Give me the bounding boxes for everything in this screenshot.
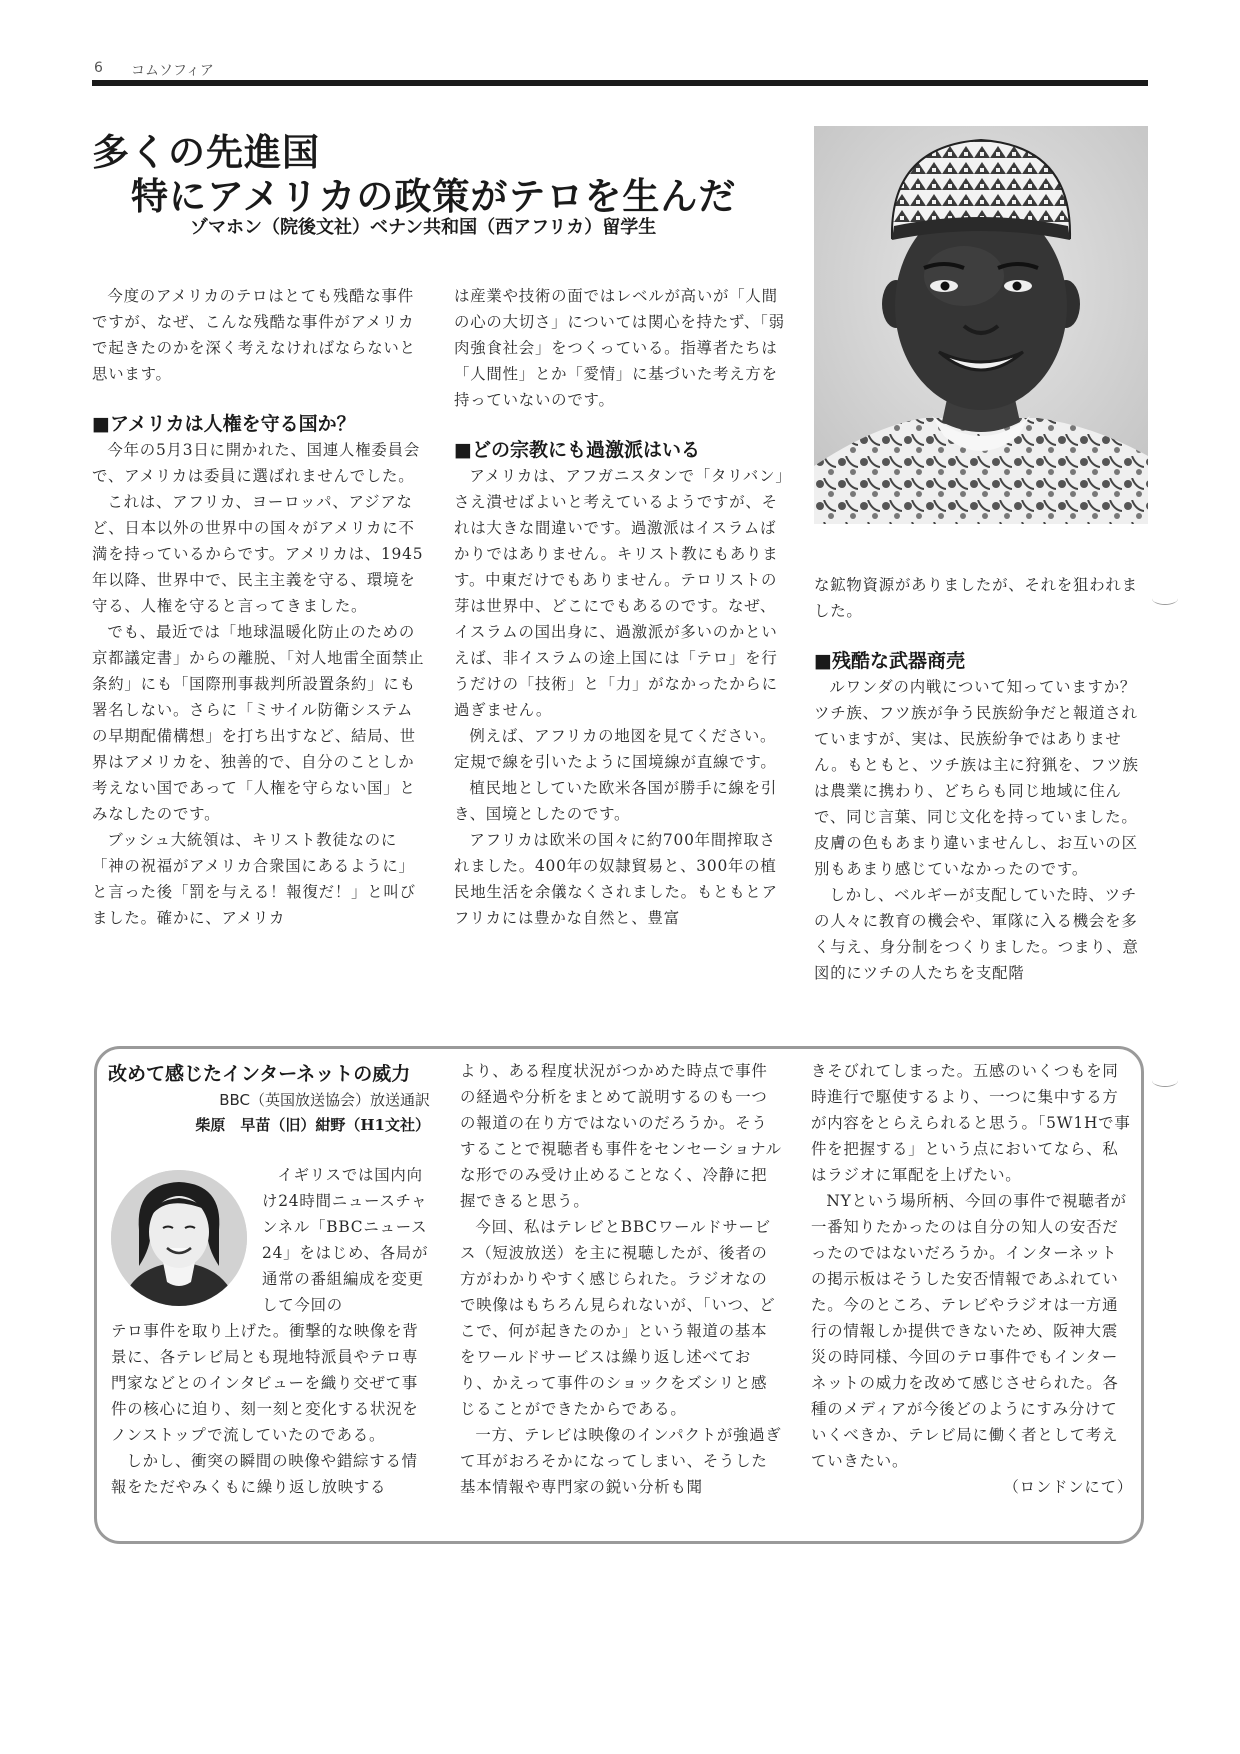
article-byline: ゾマホン（院後文社）ベナン共和国（西アフリカ）留学生 [190, 217, 657, 238]
page-number: 6 [94, 60, 103, 76]
article-paragraph: アメリカは、アフガニスタンで「タリバン」さえ潰せばよいと考えているようですが、それは大きな間違いです。過激派はイスラムばかりではありません。キリスト教にもあります。中東だけでもありません。テロリストの芽は世界中、どこにでもあるのです。なぜ、イスラムの国出身に、過激派が多いのかといえば、非イスラムの途上国には「テロ」を行うだけの「技術」と「力」がなかったからに過ぎません。 [454, 467, 784, 719]
article-column-2 [454, 283, 788, 931]
article-paragraph: 植民地としていた欧米各国が勝手に線を引き、国境としたのです。 [454, 779, 778, 823]
article-title-line1: 多くの先進国 [92, 131, 320, 174]
sidebar-paragraph: 一方、テレビは映像のインパクトが強過ぎて耳がおろそかになってしまい、そうした基本情報や専門家の鋭い分析も聞 [460, 1426, 782, 1496]
article-paragraph: アフリカは欧米の国々に約700年間搾取されました。400年の奴隷貿易と、300年の植民地生活を余儀なくされました。もともとアフリカには豊かな自然と、豊富 [454, 831, 778, 927]
sidebar-author: 柴原 早苗（旧）紺野（H1文社） [195, 1116, 430, 1134]
sidebar-affiliation: BBC（英国放送協会）放送通訳 [219, 1091, 430, 1109]
article-paragraph: 例えば、アフリカの地図を見てください。定規で線を引いたように国境線が直線です。 [454, 727, 777, 771]
sidebar-paragraph: きそびれてしまった。五感のいくつもを同時進行で駆使するより、一つに集中する方が内容をとらえられると思う。「5W1Hで事件を把握する」という点においてなら、私はラジオに軍配を上げたい。 [811, 1062, 1131, 1184]
publication-name: コムソフィア [131, 63, 214, 79]
article-paragraph: ブッシュ大統領は、キリスト教徒なのに「神の祝福がアメリカ合衆国にあるように」と言った後「罰を与える！報復だ！」と叫びました。確かに、アメリカ [92, 831, 416, 927]
binding-mark [1152, 1074, 1178, 1087]
sidebar-paragraph: より、ある程度状況がつかめた時点で事件の経過や分析をまとめて説明するのも一つの報道の在り方ではないのだろうか。そうすることで視聴者も事件をセンセーショナルな形でのみ受け止めることなく、冷静に把握できると思う。 [460, 1062, 782, 1210]
sidebar-column-3 [811, 1058, 1133, 1500]
sidebar-signoff: （ロンドンにて） [1003, 1478, 1133, 1496]
article-paragraph: 今年の5月3日に開かれた、国連人権委員会で、アメリカは委員に選ばれませんでした。 [92, 441, 421, 485]
sidebar-paragraph: 今回、私はテレビとBBCワールドサービス（短波放送）を主に視聴したが、後者の方がわかりやすく感じられた。ラジオなので映像はもちろん見られないが、「いつ、どこで、何が起きたのか」という報道の基本をワールドサービスは繰り返し述べており、かえって事件のショックをズシリと感じることができたからである。 [460, 1218, 776, 1418]
sidebar-paragraph: イギリスでは国内向け24時間ニュースチャンネル「BBCニュース24」をはじめ、各局が通常の番組編成を変更して今回の [262, 1166, 429, 1314]
article-paragraph: な鉱物資源がありましたが、それを狙われました。 [814, 576, 1138, 620]
article-paragraph: これは、アフリカ、ヨーロッパ、アジアなど、日本以外の世界中の国々がアメリカに不満を持っているからです。アメリカは、1945年以降、世界中で、民主主義を守る、環境を守る、人権を守ると言ってきました。 [92, 493, 424, 615]
sidebar-column-2 [460, 1058, 782, 1500]
article-paragraph: ルワンダの内戦について知っていますか？ ツチ族、フツ族が争う民族紛争だと報道されていますが、実は、民族紛争ではありません。もともと、ツチ族は主に狩猟を、フツ族は農業に携わり、どちらも同じ地域に住んで、同じ言葉、同じ文化を持っていました。皮膚の色もあまり違いませんし、お互いの区別もあまり感じていなかったのです。 [814, 678, 1153, 878]
article-title-line2: 特にアメリカの政策がテロを生んだ [131, 175, 737, 218]
sidebar-column-1-top [262, 1162, 430, 1318]
portrait-illustration [814, 126, 1148, 524]
binding-mark [1152, 592, 1178, 605]
section-heading-extremists: ■どの宗教にも過激派はいる [454, 439, 700, 461]
sidebar-author-photo [111, 1170, 247, 1306]
sidebar-portrait-illustration [111, 1170, 247, 1306]
sidebar-paragraph: テロ事件を取り上げた。衝撃的な映像を背景に、各テレビ局とも現地特派員やテロ専門家などとのインタビューを織り交ぜて事件の核心に迫り、刻一刻と変化する状況をノンストップで流していたのである。 [111, 1322, 419, 1444]
section-heading-human-rights: ■アメリカは人権を守る国か？ [92, 413, 356, 435]
article-paragraph: は産業や技術の面ではレベルが高いが「人間の心の大切さ」については関心を持たず、「弱肉強食社会」をつくっている。指導者たちは「人間性」とか「愛情」に基づいた考え方を持っていないのです。 [454, 287, 785, 409]
header-rule [92, 80, 1148, 86]
article-paragraph: しかし、ベルギーが支配していた時、ツチの人々に教育の機会や、軍隊に入る機会を多く与え、身分制をつくりました。つまり、意図的にツチの人たちを支配階 [814, 886, 1139, 982]
article-column-3 [814, 572, 1153, 986]
sidebar-column-1-bottom [111, 1318, 431, 1500]
sidebar-title: 改めて感じたインターネットの威力 [108, 1063, 411, 1085]
article-column-1 [92, 283, 425, 931]
article-paragraph: でも、最近では「地球温暖化防止のための京都議定書」からの離脱、「対人地雷全面禁止条約」にも「国際刑事裁判所設置条約」にも署名しない。さらに「ミサイル防衛システムの早期配備構想」を打ち出すなど、結局、世界はアメリカを、独善的で、自分のことしか考えない国であって「人権を守らない国」とみなしたのです。 [92, 623, 425, 823]
article-intro: 今度のアメリカのテロはとても残酷な事件ですが、なぜ、こんな残酷な事件がアメリカで起きたのかを深く考えなければならないと思います。 [92, 287, 416, 383]
section-heading-arms-trade: ■残酷な武器商売 [814, 650, 965, 672]
sidebar-paragraph: NYという場所柄、今回の事件で視聴者が一番知りたかったのは自分の知人の安否だったのではないだろうか。インターネットの掲示板はそうした安否情報であふれていた。今のところ、テレビやラジオは一方通行の情報しか提供できないため、阪神大震災の時同様、今回のテロ事件でもインターネットの威力を改めて感じさせられた。各種のメディアが今後どのようにすみ分けていくべきか、テレビ局に働く者として考えていきたい。 [811, 1192, 1127, 1470]
author-portrait-photo [814, 126, 1148, 524]
sidebar-paragraph: しかし、衝突の瞬間の映像や錯綜する情報をただやみくもに繰り返し放映する [111, 1452, 418, 1496]
